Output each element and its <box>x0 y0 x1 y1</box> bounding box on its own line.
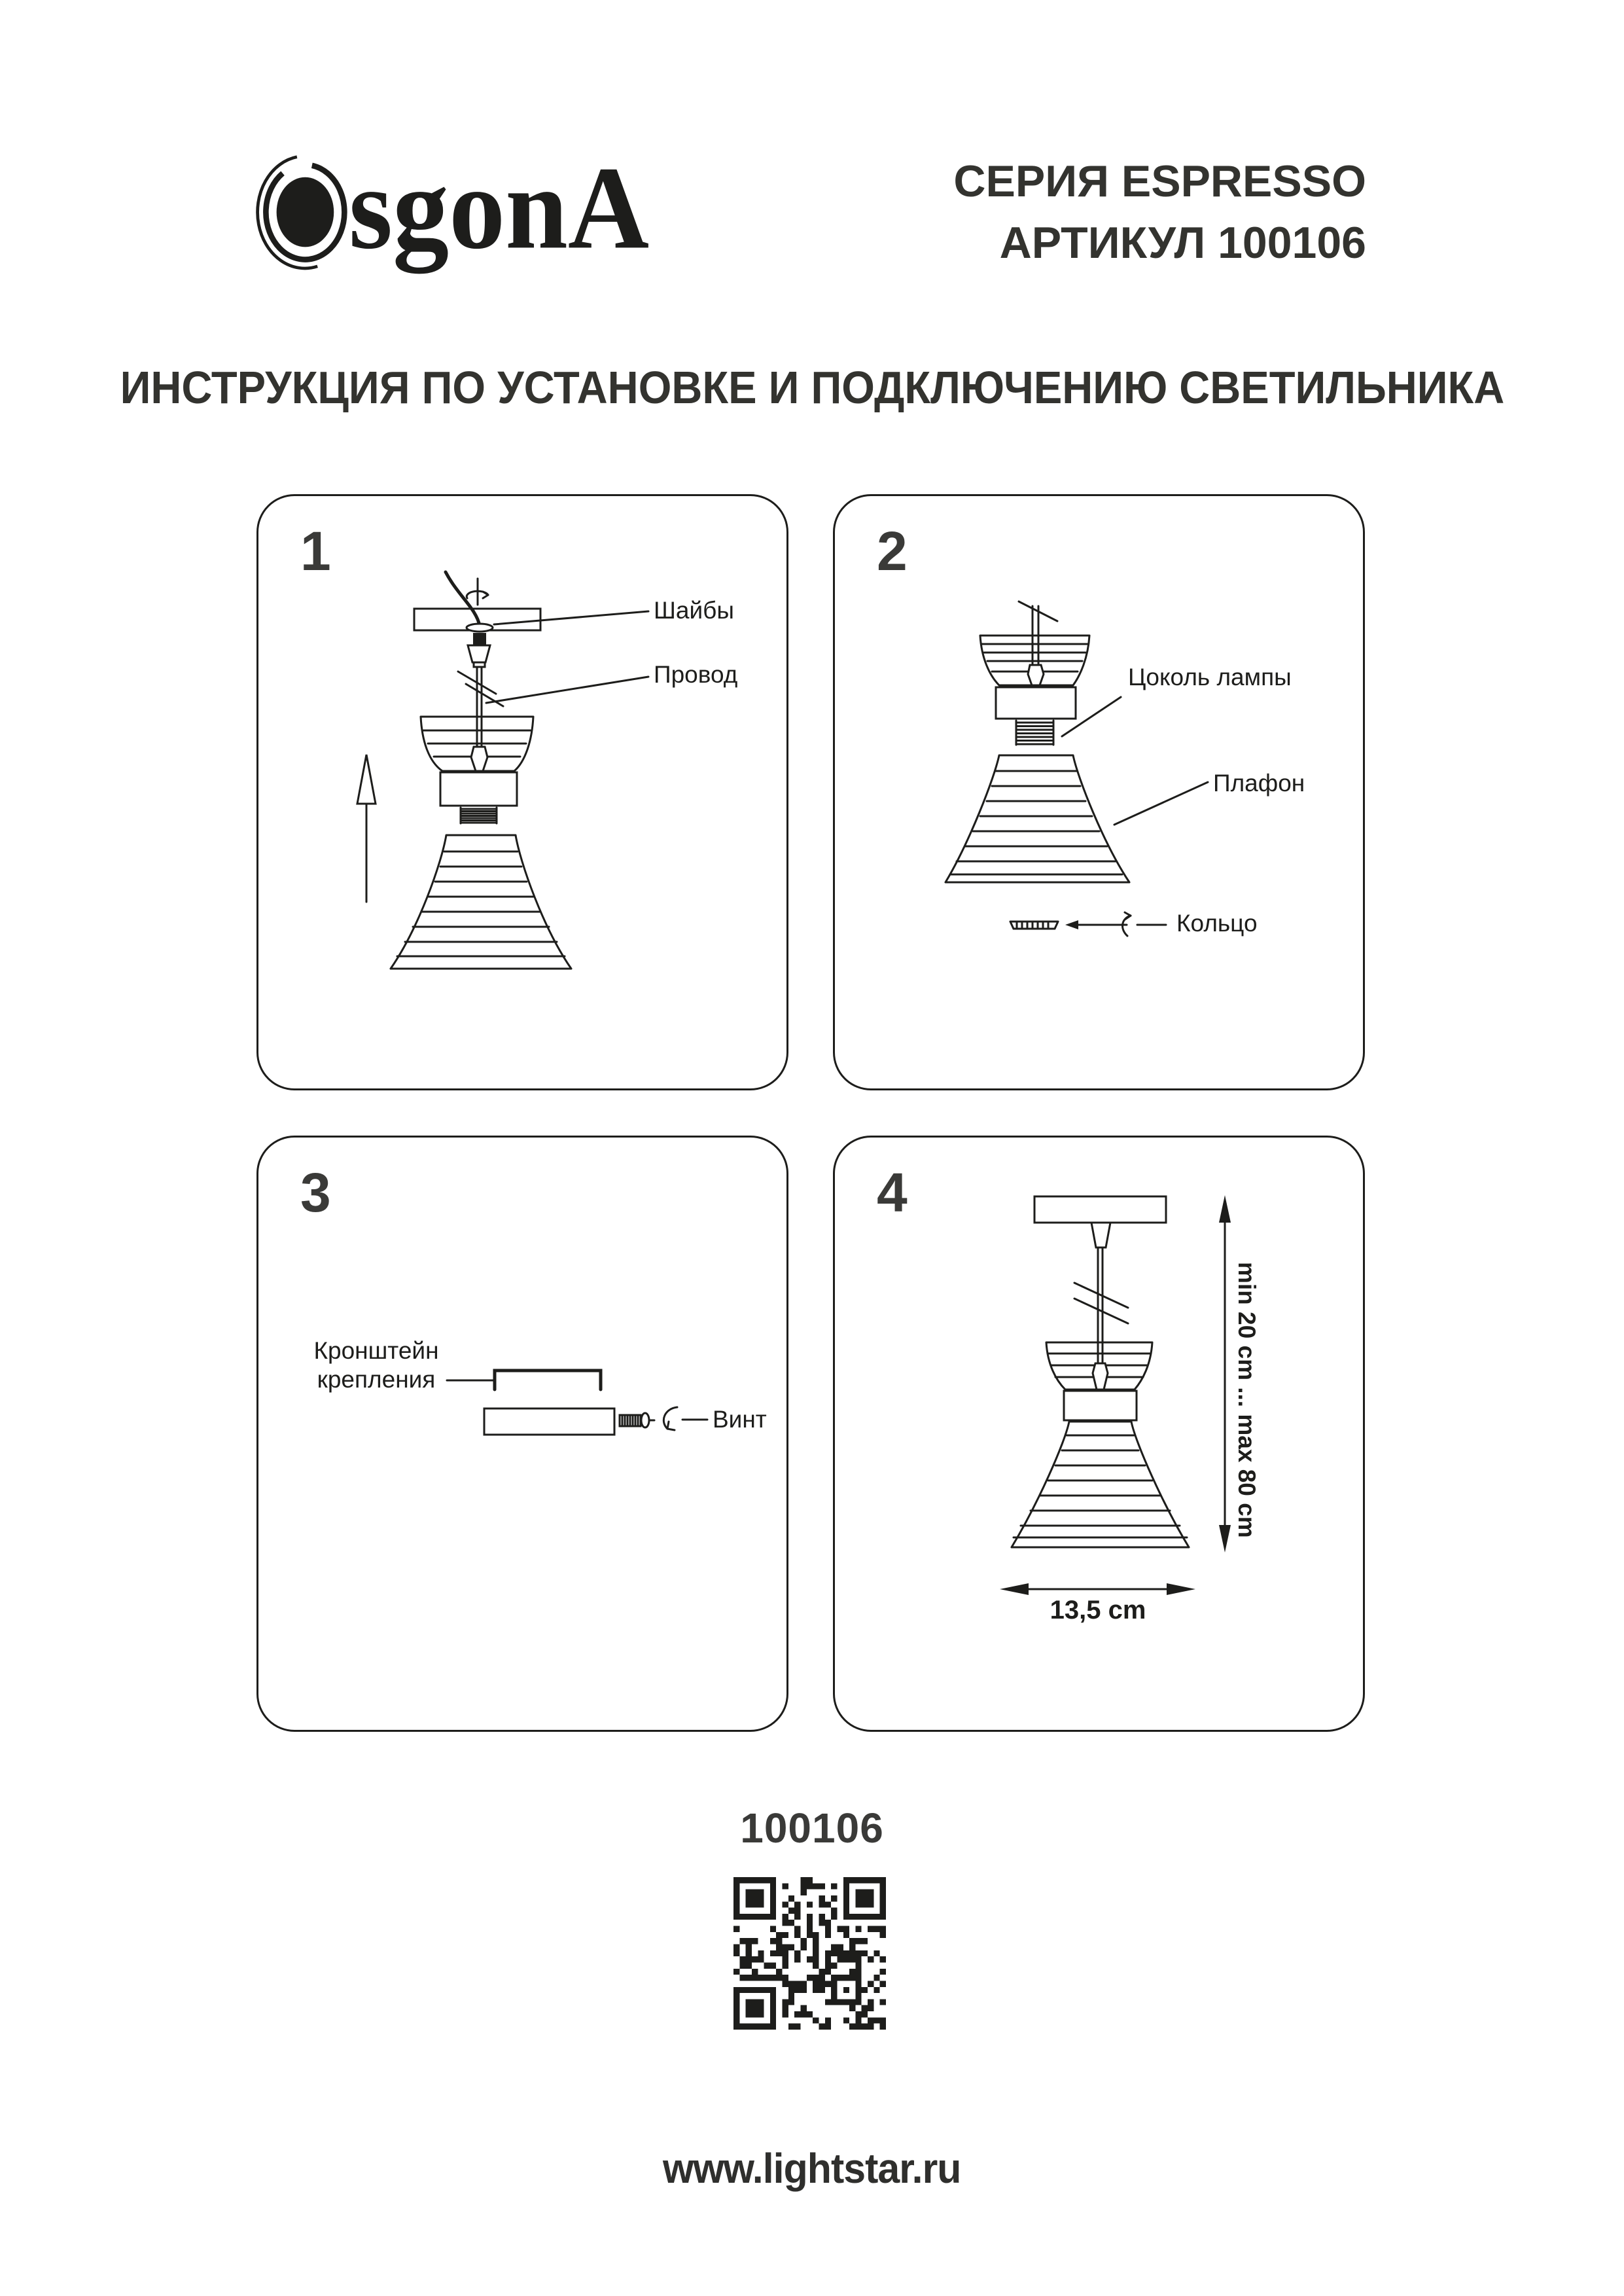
step-number: 2 <box>877 520 908 582</box>
panel1-diagram <box>258 496 790 1092</box>
cord-grip-cone <box>1091 1223 1110 1247</box>
step-number: 1 <box>300 520 331 582</box>
screw-rotate-arrow <box>663 1407 707 1430</box>
panel-step-3 <box>256 1136 788 1732</box>
lamp-shade <box>391 835 571 969</box>
spindle <box>471 747 487 771</box>
label-diameter: 13,5 cm <box>1050 1596 1146 1624</box>
step-number: 3 <box>300 1162 331 1223</box>
washer <box>467 624 493 632</box>
panel3-diagram <box>258 1138 790 1734</box>
washers-leader-line <box>494 611 648 624</box>
lamp-shade <box>1012 1422 1189 1547</box>
footer-article-number: 100106 <box>740 1804 884 1852</box>
label-wire: Провод <box>654 661 738 688</box>
socket-housing <box>996 687 1076 719</box>
wire-line <box>446 572 480 626</box>
up-arrow <box>357 755 376 902</box>
logo-o-icon <box>258 157 345 268</box>
lamp-shade <box>945 755 1129 882</box>
height-dimension-arrow <box>1219 1195 1231 1552</box>
panel-step-1 <box>256 494 788 1090</box>
label-shade: Плафон <box>1213 770 1305 797</box>
break-marks <box>1074 1283 1128 1323</box>
step-number: 4 <box>877 1162 908 1223</box>
panel-step-4 <box>833 1136 1365 1732</box>
screw <box>620 1413 654 1427</box>
qr-code <box>733 1877 886 2030</box>
article-label: АРТИКУЛ 100106 <box>999 218 1366 268</box>
socket-leader-line <box>1062 697 1121 736</box>
label-bracket: Кронштейн крепления <box>313 1337 439 1393</box>
lamp-socket-threads <box>1016 721 1053 745</box>
strain-relief-nut <box>473 633 486 645</box>
website-url: www.lightstar.ru <box>663 2145 961 2192</box>
brand-wordmark: sgonA <box>349 148 650 274</box>
bracket-bar <box>484 1408 614 1435</box>
series-label: СЕРИЯ ESPRESSO <box>953 156 1366 206</box>
socket-housing <box>1064 1391 1137 1420</box>
socket-threads <box>461 808 497 823</box>
label-ring: Кольцо <box>1176 910 1258 937</box>
panel-step-2 <box>833 494 1365 1090</box>
width-dimension-arrow <box>1000 1583 1195 1595</box>
suspension-rod <box>1098 1247 1103 1363</box>
spindle <box>1028 665 1044 685</box>
suspension-rod <box>477 667 482 747</box>
shade-leader-line <box>1114 782 1208 825</box>
mounting-bracket <box>495 1371 601 1390</box>
series-article-block <box>953 151 1366 274</box>
ceiling-plate <box>1034 1196 1166 1223</box>
ring-arrow <box>1065 912 1166 936</box>
screw-rotate-icon <box>467 579 488 605</box>
page-title: ИНСТРУКЦИЯ ПО УСТАНОВКЕ И ПОДКЛЮЧЕНИЮ СВЕТИЛЬНИКА <box>120 362 1504 413</box>
label-washers: Шайбы <box>654 597 734 624</box>
label-socket: Цоколь лампы <box>1128 664 1292 691</box>
spindle <box>1093 1363 1108 1390</box>
label-screw: Винт <box>713 1406 767 1433</box>
label-height-range: min 20 cm ... max 80 cm <box>1233 1262 1260 1538</box>
panel4-diagram <box>835 1138 1367 1734</box>
wire-leader-line <box>486 677 648 703</box>
brand-logo <box>255 148 654 279</box>
cord-grip-cone <box>468 645 490 662</box>
socket-housing <box>440 772 517 806</box>
retaining-ring <box>1010 922 1058 929</box>
